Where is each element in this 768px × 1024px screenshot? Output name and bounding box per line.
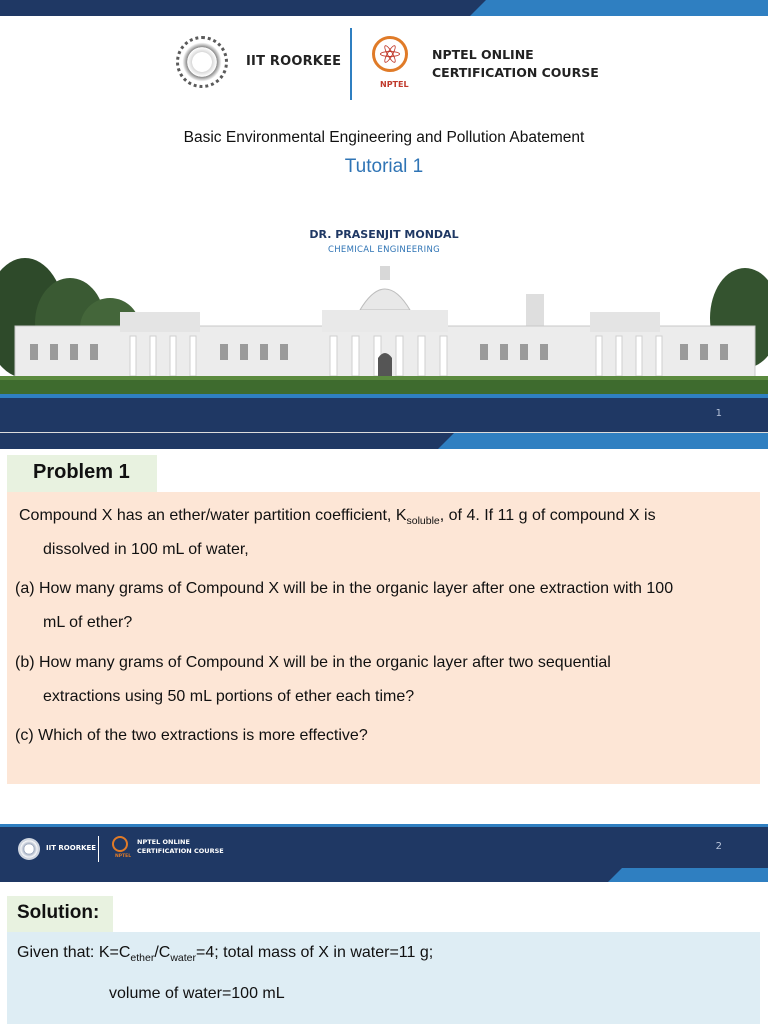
nptel-logo-text: NPTEL — [380, 80, 409, 89]
bottom-bar-accent — [0, 394, 768, 398]
given-text-c: =4; total mass of X in water=11 g; — [196, 944, 434, 961]
ether-subscript: ether — [130, 952, 155, 964]
nptel-logo-text: NPTEL — [115, 854, 132, 859]
page-number: 2 — [715, 841, 722, 852]
problem-line-7: (c) Which of the two extractions is more effective? — [15, 727, 368, 744]
solution-heading-box — [7, 896, 113, 932]
nptel-line-2: CERTIFICATION COURSE — [432, 65, 599, 80]
k-subscript: soluble — [406, 515, 440, 527]
given-text-b: /C — [154, 944, 171, 961]
nptel-line-2: CERTIFICATION COURSE — [137, 847, 224, 855]
institute-name: IIT ROORKEE — [246, 54, 342, 69]
problem-line-4: mL of ether? — [43, 614, 133, 631]
problem-slide — [0, 432, 768, 815]
line-1-text: Compound X has an ether/water partition coefficient, K — [19, 507, 407, 524]
logo-divider — [98, 836, 99, 862]
problem-text-box — [7, 492, 760, 784]
course-title: Basic Environmental Engineering and Pollution Abatement — [183, 129, 585, 146]
tutorial-title: Tutorial 1 — [344, 156, 424, 177]
institute-name: IIT ROORKEE — [46, 844, 97, 852]
problem-line-1 — [19, 507, 656, 525]
solution-text-box — [7, 932, 760, 1024]
main-building-image — [0, 248, 768, 394]
solution-slide — [0, 814, 768, 1024]
nptel-logo-icon — [112, 836, 128, 852]
top-bar-accent — [470, 0, 768, 16]
header-band-bottom-accent — [608, 868, 768, 882]
bottom-bar — [0, 394, 768, 432]
logo-row — [0, 24, 768, 104]
given-text-a: Given that: K=C — [17, 944, 131, 961]
given-line — [17, 944, 433, 962]
logo-divider — [350, 28, 352, 100]
nptel-course-name — [137, 838, 224, 856]
problem-line-3: (a) How many grams of Compound X will be in the organic layer after one extraction with 100 — [15, 580, 674, 597]
author-name: DR. PRASENJIT MONDAL — [309, 228, 459, 241]
iit-roorkee-seal-icon — [176, 36, 228, 88]
department-name: CHEMICAL ENGINEERING — [327, 245, 440, 255]
nptel-line-1: NPTEL ONLINE — [137, 838, 190, 846]
header-band-accent — [0, 824, 768, 827]
solution-heading: Solution: — [17, 902, 100, 923]
iit-roorkee-seal-icon — [18, 838, 40, 860]
problem-heading: Problem 1 — [33, 461, 130, 483]
title-slide — [0, 0, 768, 432]
nptel-logo-icon — [372, 36, 408, 72]
nptel-line-1: NPTEL ONLINE — [432, 47, 534, 62]
problem-line-5: (b) How many grams of Compound X will be in the organic layer after two sequential — [15, 654, 611, 671]
problem-line-6: extractions using 50 mL portions of ether each time? — [43, 688, 415, 705]
top-bar-accent — [438, 433, 768, 449]
nptel-course-name — [432, 46, 599, 82]
problem-line-2: dissolved in 100 mL of water, — [43, 541, 249, 558]
volume-line: volume of water=100 mL — [109, 985, 285, 1002]
water-subscript: water — [170, 952, 197, 964]
page-number: 1 — [715, 408, 722, 419]
line-1-text-end: , of 4. If 11 g of compound X is — [439, 507, 656, 524]
problem-heading-box — [7, 455, 157, 493]
